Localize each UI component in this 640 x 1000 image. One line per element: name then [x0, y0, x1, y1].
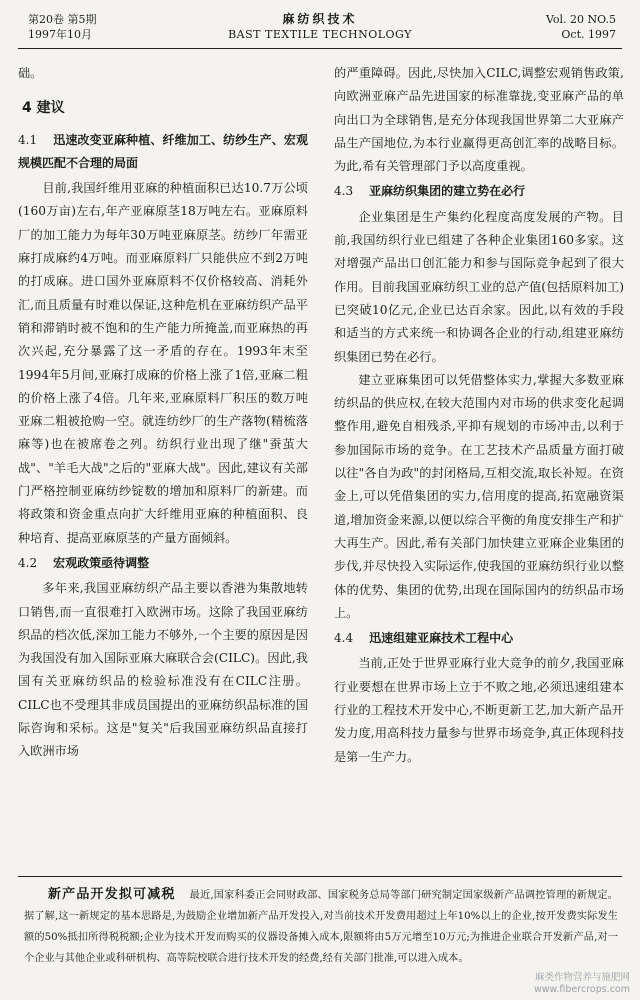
paragraph: 企业集团是生产集约化程度高度发展的产物。目前,我国纺织行业已组建了各种企业集团160多家。这对增强产品出口创汇能力和参与国际竞争起到了很大作用。目前我国亚麻纺织工业的总产值(包括原料加工)已突破10亿元,企业已达百余家。因此,以有效的手段和适当的方式来统一和协调各企业的行动,组建亚麻纺织集团已势在必行。	[334, 209, 624, 364]
subsection-number: 4.4	[334, 631, 354, 646]
subsection-number: 4.1	[18, 132, 38, 147]
journal-title-en: BAST TEXTILE TECHNOLOGY	[228, 28, 412, 41]
header-volume: 第20卷 第5期	[28, 13, 97, 26]
header-issue-info	[546, 12, 616, 42]
header-journal-title	[18, 12, 622, 42]
subsection-title: 宏观政策亟待调整	[53, 555, 150, 570]
subsection-title: 亚麻纺织集团的建立势在必行	[369, 184, 526, 199]
subsection-heading-4-3	[334, 180, 624, 203]
paragraph: 多年来,我国亚麻纺织产品主要以香港为集散地转口销售,而一直很难打入欧洲市场。这除了我国亚麻纺织品的档次低,深加工能力不够外,一个主要的原因是因为我国没有加入国际亚麻大麻联合会(CILC)。因此,我国有关亚麻纺织品的检验标准没有在CILC注册。CILC也不受理其非成员国提出的亚麻纺织品标准的国际咨询和采标。这是"复关"后我国亚麻纺织品直接打入欧洲市场	[18, 581, 308, 759]
right-column	[334, 62, 624, 769]
journal-title-cn: 麻纺织技术	[282, 12, 358, 26]
paragraph: 建立亚麻集团可以凭借整体实力,掌握大多数亚麻纺织品的供应权,在较大范围内对市场的供求变化起调整作用,避免自相残杀,平抑有规划的市场冲击,以利于参加国际市场的竞争。在工艺技术产品质量方面打破以往"各自为政"的封闭格局,互相交流,取长补短。在资金上,可以凭借集团的实力,信用度的提高,拓宽融资渠道,增加资金来源,以便以综合平衡的角度安排生产和扩大再生产。因此,希有关部门加快建立亚麻企业集团的步伐,并尽快投入实际运作,使我国的亚麻纺织行业以整体的优势、集团的优势,出现在国际国内的纺织品市场上。	[334, 372, 624, 620]
news-brief-text: 最近,国家科委正会同财政部、国家税务总局等部门研究制定国家级新产品调控管理的新规定。据了解,这一新规定的基本思路是,为鼓励企业增加新产品开发投入,对当前技术开发费用超过上年10%以上的企业,按开发费实际发生额的50%抵扣所得税税额;企业为技术开发而购买的仪器设备摊入成本,限额将由5万元增至10万元;为推进企业联合开发新产品,对一个企业与其他企业或科研机构、高等院校联合进行技术开发的经费,经有关部门批准,可以进入成本。	[24, 890, 618, 964]
header-date-en: Oct. 1997	[561, 28, 616, 41]
news-brief	[24, 884, 618, 969]
site-watermark	[534, 972, 630, 996]
subsection-heading-4-2	[18, 552, 308, 575]
left-column	[18, 62, 308, 764]
subsection-number: 4.3	[334, 184, 354, 199]
header-vol-en: Vol. 20 NO.5	[545, 13, 616, 26]
subsection-title: 迅速改变亚麻种植、纤维加工、纺纱生产、宏观规模匹配不合理的局面	[18, 132, 308, 170]
subsection-heading-4-4	[334, 627, 624, 650]
paragraph: 目前,我国纤维用亚麻的种植面积已达10.7万公顷(160万亩)左右,年产亚麻原茎18万吨左右。亚麻原料厂的加工能力为每年30万吨亚麻原茎。纺纱厂年需亚麻打成麻约4万吨。而亚麻原料厂只能供应不到2万吨的打成麻。进口国外亚麻原料不仅价格较高、消耗外汇,而且质量有时难以保证,这种危机在亚麻纺织产品平销和滞销时被不饱和的生产能力所掩盖,而亚麻热的再次兴起,充分暴露了这一矛盾的存在。1993年末至1994年5月间,亚麻打成麻的价格上涨了1倍,亚麻二粗的价格上涨了4倍。几年来,亚麻原料厂积压的数万吨亚麻二粗被抢购一空。就连纺纱厂的生产落物(精梳落麻等)也在被席卷之列。纺织行业出现了继"蚕茧大战"、"羊毛大战"之后的"亚麻大战"。因此,建议有关部门严格控制亚麻纺纱锭数的增加和原料厂的新建。而将政策和资金重点向扩大纤维用亚麻的种植面积、良种培育、提高亚麻原茎的产量方面倾斜。	[18, 181, 308, 545]
subsection-number: 4.2	[18, 555, 38, 570]
watermark-name: 麻类作物营养与施肥网	[534, 972, 630, 983]
footer-divider	[18, 876, 622, 877]
subsection-title: 迅速组建亚麻技术工程中心	[369, 631, 514, 646]
subsection-heading-4-1	[18, 129, 308, 176]
carryover-text: 础。	[18, 66, 43, 80]
header-date-cn: 1997年10月	[28, 28, 92, 41]
watermark-url: www.fibercrops.com	[533, 984, 630, 995]
paragraph: 当前,正处于世界亚麻行业大竞争的前夕,我国亚麻行业要想在世界市场上立于不败之地,必须迅速组建本行业的工程技术开发中心,不断更新工艺,加大新产品开发力度,用高科技力量参与世界市场竞争,真正体现科技是第一生产力。	[334, 656, 624, 764]
page-header	[18, 8, 622, 49]
carryover-text: 的严重障碍。因此,尽快加入CILC,调整宏观销售政策,向欧洲亚麻产品先进国家的标准靠拢,变亚麻产品的单向出口为全球销售,是充分体现我国世界第二大亚麻产品生产国地位,为本行业赢得更高创汇率的战略目标。为此,希有关管理部门予以高度重视。	[334, 66, 624, 174]
section-title: 4 建议	[22, 100, 65, 117]
news-brief-title: 新产品开发拟可减税	[48, 887, 176, 902]
